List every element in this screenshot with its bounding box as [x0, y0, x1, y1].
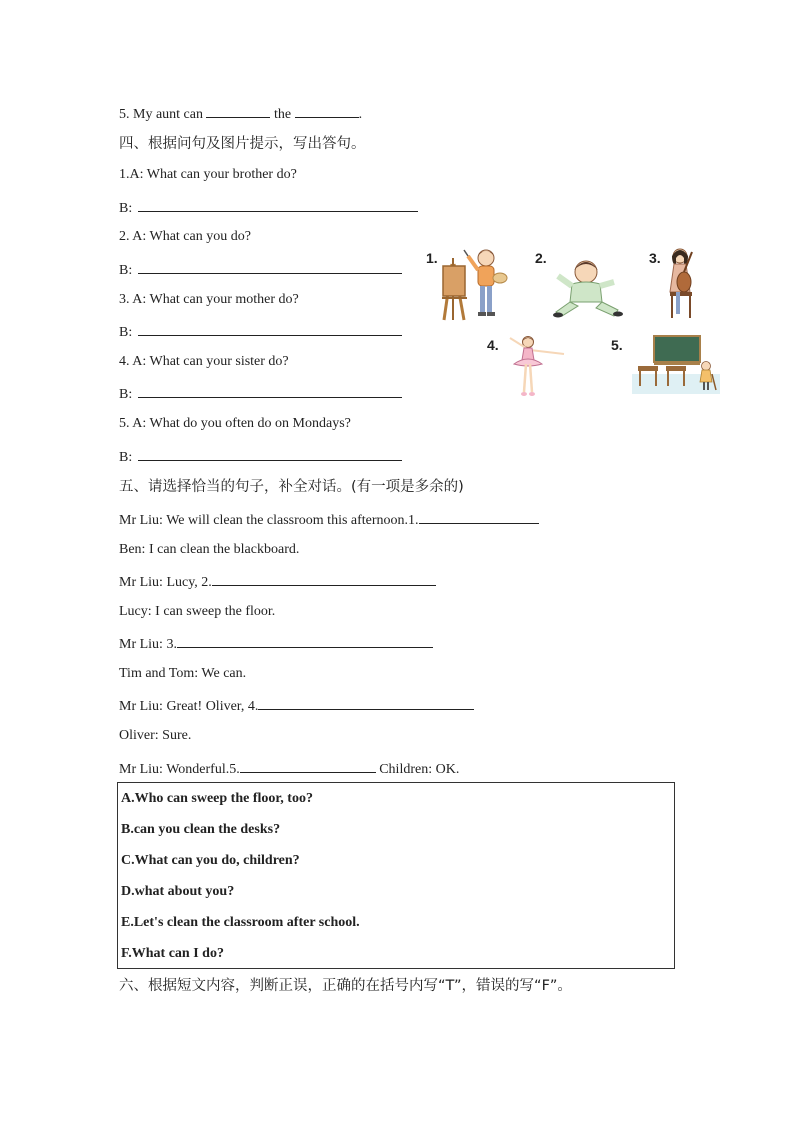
pic-number-2: 2. [535, 250, 547, 266]
answer-label: B: [119, 450, 133, 465]
s4-answer-2-blank[interactable] [138, 260, 402, 274]
option-b: B.can you clean the desks? [121, 822, 281, 837]
dialogue-line-6: Tim and Tom: We can. [119, 666, 247, 681]
dialogue-line-3 [119, 572, 436, 592]
s4-answer-2 [119, 260, 402, 280]
woman-pipa-illustration [664, 246, 704, 322]
answer-label: B: [119, 263, 133, 278]
dialogue-line-9 [119, 759, 459, 779]
pic-number-3: 3. [649, 250, 661, 266]
option-c: C.What can you do, children? [121, 853, 300, 868]
answer-label: B: [119, 325, 133, 340]
s4-answer-5 [119, 447, 402, 467]
answer-label: B: [119, 201, 133, 216]
dialogue-line-2: Ben: I can clean the blackboard. [119, 542, 300, 557]
s4-answer-1-blank[interactable] [138, 198, 418, 212]
pic-number-4: 4. [487, 337, 499, 353]
girl-ballet-illustration [506, 334, 568, 398]
dialogue-text: Mr Liu: We will clean the classroom this afternoon.1. [119, 513, 419, 528]
dialogue-line-8: Oliver: Sure. [119, 728, 192, 743]
options-box [117, 782, 675, 969]
option-d: D.what about you? [121, 884, 235, 899]
dialogue-blank-1[interactable] [419, 510, 539, 524]
q5-blank-1[interactable] [206, 104, 270, 118]
q5-suffix: . [358, 107, 363, 122]
s4-answer-5-blank[interactable] [138, 447, 402, 461]
s4-question-1: 1.A: What can your brother do? [119, 167, 297, 182]
dialogue-text: Mr Liu: Wonderful.5. [119, 762, 240, 777]
boy-painting-illustration [440, 244, 508, 322]
option-f: F.What can I do? [121, 946, 224, 961]
s4-question-5: 5. A: What do you often do on Mondays? [119, 416, 351, 431]
section6-heading: 六、根据短文内容，判断正误，正确的在括号内写“T”，错误的写“F”。 [119, 978, 572, 994]
pic-number-5: 5. [611, 337, 623, 353]
s4-answer-1 [119, 198, 418, 218]
s4-question-2: 2. A: What can you do? [119, 229, 251, 244]
dialogue-text-after: Children: OK. [379, 762, 460, 777]
dialogue-line-5 [119, 634, 433, 654]
dialogue-blank-5[interactable] [240, 759, 376, 773]
s4-answer-4-blank[interactable] [138, 384, 402, 398]
boy-kungfu-illustration [552, 254, 624, 320]
s4-answer-4 [119, 384, 402, 404]
pic-number-1: 1. [426, 250, 438, 266]
dialogue-line-7 [119, 696, 474, 716]
option-e: E.Let's clean the classroom after school. [121, 915, 360, 930]
classroom-illustration [632, 334, 720, 394]
section5-heading: 五、请选择恰当的句子，补全对话。(有一项是多余的) [119, 479, 464, 495]
s4-answer-3-blank[interactable] [138, 322, 402, 336]
question-5-fill-line [119, 104, 362, 124]
dialogue-blank-3[interactable] [177, 634, 433, 648]
option-a: A.Who can sweep the floor, too? [121, 791, 313, 806]
q5-mid: the [273, 107, 295, 122]
dialogue-blank-4[interactable] [258, 696, 474, 710]
dialogue-line-4: Lucy: I can sweep the floor. [119, 604, 276, 619]
s4-question-4: 4. A: What can your sister do? [119, 354, 289, 369]
section4-heading: 四、根据问句及图片提示，写出答句。 [119, 136, 366, 152]
dialogue-text: Mr Liu: 3. [119, 637, 177, 652]
q5-prefix: 5. My aunt can [119, 107, 207, 122]
s4-answer-3 [119, 322, 402, 342]
dialogue-blank-2[interactable] [212, 572, 436, 586]
q5-blank-2[interactable] [295, 104, 359, 118]
answer-label: B: [119, 387, 133, 402]
dialogue-text: Mr Liu: Lucy, 2. [119, 575, 212, 590]
dialogue-text: Mr Liu: Great! Oliver, 4. [119, 699, 259, 714]
s4-question-3: 3. A: What can your mother do? [119, 292, 299, 307]
dialogue-line-1 [119, 510, 539, 530]
